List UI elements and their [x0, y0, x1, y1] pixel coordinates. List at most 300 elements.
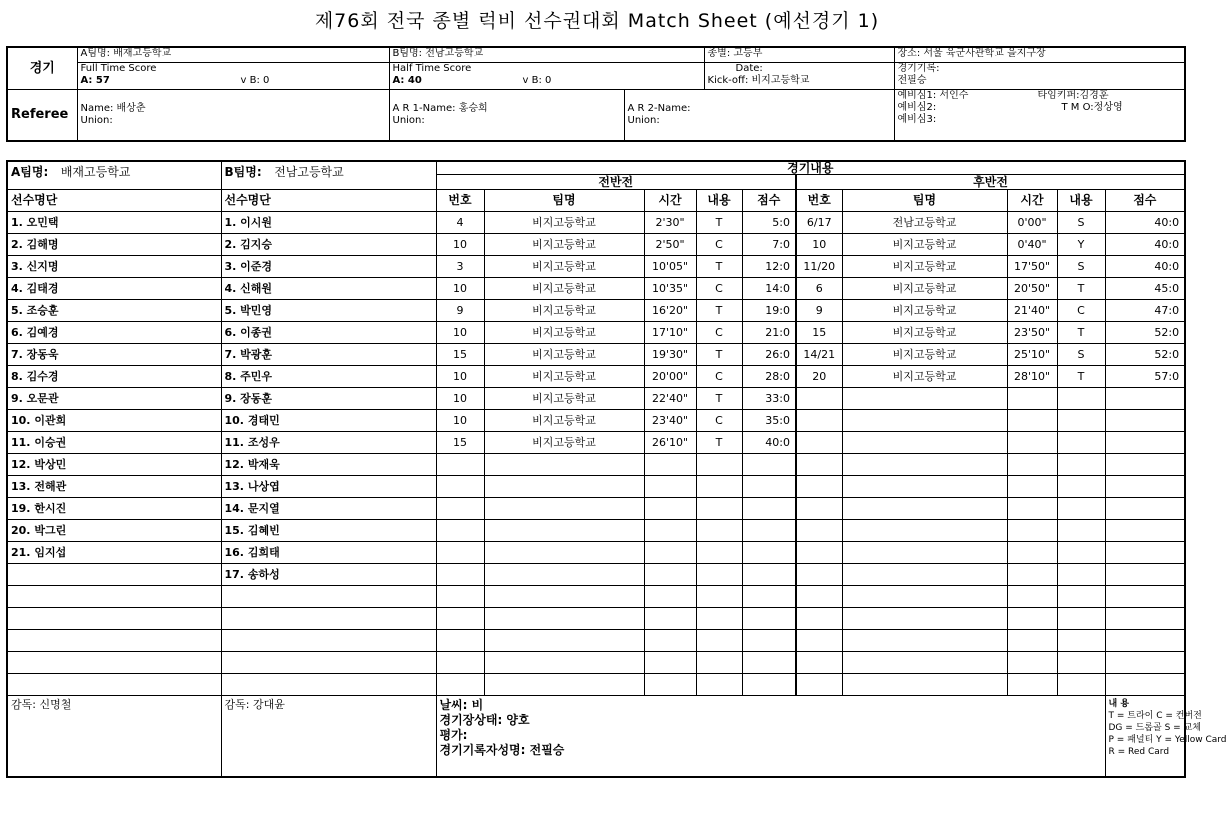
- first-half-event-score: [742, 674, 796, 696]
- kickoff: Kick-off: 비지고등학교: [707, 75, 810, 86]
- a-player: 10. 이관희: [7, 410, 221, 432]
- legend-title: 내 용: [1108, 699, 1130, 709]
- first-half-event-team: 비지고등학교: [484, 234, 644, 256]
- first-half-event-team: [484, 542, 644, 564]
- second-half-event-score: [1105, 630, 1185, 652]
- table-row: [7, 432, 1185, 454]
- b-roster-header: 선수명단: [221, 190, 436, 212]
- second-half-event-team: [842, 476, 1007, 498]
- second-half-event-no: 10: [796, 234, 842, 256]
- referee-info: [77, 90, 389, 142]
- a-player: 6. 김예경: [7, 322, 221, 344]
- first-half-event-team: [484, 652, 644, 674]
- first-half-event-time: [644, 476, 696, 498]
- legend-item: T = 트라이 C = 컨버전: [1108, 711, 1202, 721]
- b-player: 11. 조성우: [221, 432, 436, 454]
- a-player: 2. 김해명: [7, 234, 221, 256]
- second-half-event-score: 40:0: [1105, 256, 1185, 278]
- game-record: [894, 63, 1185, 90]
- first-half-event-time: 23'40": [644, 410, 696, 432]
- table-row: [7, 322, 1185, 344]
- second-half-event-team: 비지고등학교: [842, 344, 1007, 366]
- first-half-event-time: [644, 630, 696, 652]
- col-team-2: 팀명: [842, 190, 1007, 212]
- second-half-event-time: [1007, 586, 1057, 608]
- first-half-event-time: 17'10": [644, 322, 696, 344]
- second-half-event-no: 6: [796, 278, 842, 300]
- second-half-event-score: [1105, 652, 1185, 674]
- page-title: 제76회 전국 종별 럭비 선수권대회 Match Sheet (예선경기 1): [314, 10, 880, 32]
- half-time-label: Half Time Score: [392, 63, 472, 74]
- first-half-event-score: [742, 608, 796, 630]
- a-player: [7, 630, 221, 652]
- match-notes: [436, 696, 1105, 778]
- first-half-event-content: C: [696, 234, 742, 256]
- date-label: Date:: [735, 63, 763, 74]
- second-half-event-time: 25'10": [1007, 344, 1057, 366]
- record-label: 경기기록:: [897, 63, 940, 74]
- first-half-event-time: [644, 564, 696, 586]
- a-player: 1. 오민택: [7, 212, 221, 234]
- first-half-event-team: 비지고등학교: [484, 410, 644, 432]
- b-player: [221, 674, 436, 696]
- second-half-event-content: T: [1057, 366, 1105, 388]
- table-row: [7, 542, 1185, 564]
- table-row: [7, 234, 1185, 256]
- a-team-name: A팀명: 배재고등학교: [77, 47, 389, 63]
- first-half-event-time: 16'20": [644, 300, 696, 322]
- table-row: [7, 454, 1185, 476]
- a-player: [7, 652, 221, 674]
- first-half-event-score: [742, 586, 796, 608]
- first-half-event-time: [644, 498, 696, 520]
- full-time-a: A: 57: [80, 75, 110, 86]
- ar1-union: Union:: [392, 115, 425, 126]
- first-half-event-no: 15: [436, 344, 484, 366]
- a-player: 19. 한시진: [7, 498, 221, 520]
- first-half-event-no: 10: [436, 322, 484, 344]
- first-half-event-no: 15: [436, 432, 484, 454]
- first-half-event-score: 5:0: [742, 212, 796, 234]
- first-half-event-content: [696, 652, 742, 674]
- b-team-label: B팀명:: [224, 165, 262, 179]
- second-half-event-time: [1007, 432, 1057, 454]
- second-half-event-no: [796, 652, 842, 674]
- first-half-event-no: 10: [436, 234, 484, 256]
- col-score-2: 점수: [1105, 190, 1185, 212]
- first-half-event-team: [484, 454, 644, 476]
- first-half-event-time: [644, 520, 696, 542]
- second-half-event-content: [1057, 630, 1105, 652]
- table-row: [7, 608, 1185, 630]
- second-half-event-team: [842, 630, 1007, 652]
- a-player: 20. 박그린: [7, 520, 221, 542]
- table-row: [7, 388, 1185, 410]
- evaluation: 평가:: [439, 728, 468, 742]
- first-half-event-content: T: [696, 344, 742, 366]
- col-no-2: 번호: [796, 190, 842, 212]
- a-player: 12. 박상민: [7, 454, 221, 476]
- half-time-a: A: 40: [392, 75, 422, 86]
- referee-name: Name: 배상춘: [80, 103, 146, 114]
- second-half-event-no: [796, 410, 842, 432]
- second-half-event-no: 14/21: [796, 344, 842, 366]
- second-half-event-team: 비지고등학교: [842, 322, 1007, 344]
- reserve2: 예비심2:: [897, 102, 937, 113]
- first-half-event-team: 비지고등학교: [484, 366, 644, 388]
- second-half-event-time: [1007, 410, 1057, 432]
- field-condition: 경기장상태: 양호: [439, 713, 530, 727]
- first-half-event-content: [696, 674, 742, 696]
- first-half-event-score: 26:0: [742, 344, 796, 366]
- first-half-event-team: 비지고등학교: [484, 322, 644, 344]
- first-half-event-team: [484, 608, 644, 630]
- second-half-event-time: [1007, 388, 1057, 410]
- first-half-header: 전반전: [436, 175, 796, 190]
- first-half-event-team: 비지고등학교: [484, 344, 644, 366]
- second-half-event-team: [842, 388, 1007, 410]
- a-player: 4. 김태경: [7, 278, 221, 300]
- b-player: 2. 김지승: [221, 234, 436, 256]
- second-half-event-team: [842, 454, 1007, 476]
- a-player: 3. 신지명: [7, 256, 221, 278]
- a-coach: 감독: 신명철: [7, 696, 221, 778]
- second-half-event-team: 비지고등학교: [842, 278, 1007, 300]
- first-half-event-score: [742, 520, 796, 542]
- timekeeper: 타임키퍼:김경훈: [1037, 90, 1109, 101]
- second-half-event-content: S: [1057, 256, 1105, 278]
- first-half-event-content: T: [696, 388, 742, 410]
- second-half-event-content: T: [1057, 322, 1105, 344]
- first-half-event-time: 10'35": [644, 278, 696, 300]
- second-half-event-content: [1057, 586, 1105, 608]
- first-half-event-content: C: [696, 322, 742, 344]
- first-half-event-score: [742, 542, 796, 564]
- first-half-event-no: 10: [436, 410, 484, 432]
- b-player: 1. 이시원: [221, 212, 436, 234]
- second-half-event-no: [796, 586, 842, 608]
- full-time-score: [77, 63, 389, 90]
- first-half-event-content: [696, 630, 742, 652]
- second-half-event-score: 57:0: [1105, 366, 1185, 388]
- second-half-event-no: 11/20: [796, 256, 842, 278]
- second-half-event-content: [1057, 652, 1105, 674]
- first-half-event-team: [484, 674, 644, 696]
- b-player: 9. 장동훈: [221, 388, 436, 410]
- first-half-event-time: [644, 674, 696, 696]
- referee-label: Referee: [7, 90, 77, 142]
- half-time-score: [389, 63, 704, 90]
- second-half-event-score: [1105, 542, 1185, 564]
- first-half-event-no: 4: [436, 212, 484, 234]
- ar2-info: [624, 90, 894, 142]
- second-half-event-time: 0'40": [1007, 234, 1057, 256]
- second-half-event-time: [1007, 498, 1057, 520]
- match-info-table: [6, 46, 1186, 142]
- first-half-event-time: 2'50": [644, 234, 696, 256]
- referee-union: Union:: [80, 115, 113, 126]
- table-row: [7, 564, 1185, 586]
- b-player: 10. 경태민: [221, 410, 436, 432]
- a-player: [7, 586, 221, 608]
- b-player: [221, 586, 436, 608]
- b-player: [221, 608, 436, 630]
- b-player: 12. 박재욱: [221, 454, 436, 476]
- reserve1: 예비심1: 서인수: [897, 90, 969, 101]
- first-half-event-time: [644, 608, 696, 630]
- b-player: 8. 주민우: [221, 366, 436, 388]
- second-half-event-score: 47:0: [1105, 300, 1185, 322]
- second-half-event-score: [1105, 564, 1185, 586]
- second-half-event-team: 비지고등학교: [842, 256, 1007, 278]
- b-player: 4. 신해원: [221, 278, 436, 300]
- b-player: 15. 김혜빈: [221, 520, 436, 542]
- second-half-event-content: S: [1057, 344, 1105, 366]
- first-half-event-content: [696, 542, 742, 564]
- first-half-event-content: [696, 586, 742, 608]
- first-half-event-content: T: [696, 256, 742, 278]
- first-half-event-content: [696, 520, 742, 542]
- a-player: 13. 전해관: [7, 476, 221, 498]
- second-half-event-no: [796, 498, 842, 520]
- col-content-1: 내용: [696, 190, 742, 212]
- b-player: 7. 박광훈: [221, 344, 436, 366]
- first-half-event-no: [436, 454, 484, 476]
- second-half-event-team: 비지고등학교: [842, 300, 1007, 322]
- first-half-event-team: [484, 520, 644, 542]
- second-half-event-score: [1105, 388, 1185, 410]
- recorder: 경기기록자성명: 전필승: [439, 743, 565, 757]
- table-row: [7, 212, 1185, 234]
- a-team-name-cell: 배재고등학교: [60, 165, 131, 179]
- first-half-event-score: [742, 498, 796, 520]
- b-team-name: B팀명: 전남고등학교: [389, 47, 704, 63]
- first-half-event-team: [484, 564, 644, 586]
- b-team-header: [221, 161, 436, 190]
- second-half-event-no: [796, 608, 842, 630]
- second-half-event-content: [1057, 498, 1105, 520]
- second-half-event-score: 40:0: [1105, 234, 1185, 256]
- first-half-event-team: 비지고등학교: [484, 256, 644, 278]
- record-name: 전필승: [897, 75, 927, 86]
- table-row: [7, 344, 1185, 366]
- b-team-name-cell: 전남고등학교: [274, 165, 344, 179]
- a-player: 9. 오문관: [7, 388, 221, 410]
- second-half-event-score: 40:0: [1105, 212, 1185, 234]
- second-half-event-team: 비지고등학교: [842, 366, 1007, 388]
- first-half-event-no: [436, 674, 484, 696]
- officials-info: [894, 90, 1185, 142]
- player-event-rows: [7, 212, 1185, 696]
- second-half-event-time: [1007, 476, 1057, 498]
- first-half-event-score: [742, 476, 796, 498]
- first-half-event-time: 2'30": [644, 212, 696, 234]
- first-half-event-team: 비지고등학교: [484, 300, 644, 322]
- second-half-event-time: [1007, 674, 1057, 696]
- second-half-event-no: [796, 630, 842, 652]
- b-player: 16. 김희태: [221, 542, 436, 564]
- table-row: [7, 256, 1185, 278]
- second-half-event-team: [842, 608, 1007, 630]
- second-half-event-no: [796, 674, 842, 696]
- second-half-event-no: 20: [796, 366, 842, 388]
- first-half-event-score: 40:0: [742, 432, 796, 454]
- first-half-event-time: [644, 454, 696, 476]
- second-half-event-time: 0'00": [1007, 212, 1057, 234]
- second-half-event-time: 17'50": [1007, 256, 1057, 278]
- second-half-event-time: [1007, 630, 1057, 652]
- first-half-event-no: 10: [436, 278, 484, 300]
- first-half-event-content: [696, 498, 742, 520]
- second-half-event-team: 비지고등학교: [842, 234, 1007, 256]
- half-time-b: v B: 0: [522, 75, 552, 86]
- b-player: [221, 652, 436, 674]
- second-half-event-score: 52:0: [1105, 344, 1185, 366]
- second-half-event-time: 23'50": [1007, 322, 1057, 344]
- first-half-event-team: 비지고등학교: [484, 212, 644, 234]
- second-half-event-content: [1057, 476, 1105, 498]
- first-half-event-team: [484, 476, 644, 498]
- second-half-event-team: [842, 498, 1007, 520]
- first-half-event-no: 3: [436, 256, 484, 278]
- second-half-event-no: [796, 432, 842, 454]
- second-half-event-score: [1105, 498, 1185, 520]
- second-half-event-content: [1057, 542, 1105, 564]
- ar2-union: Union:: [627, 115, 660, 126]
- b-coach: 감독: 강대윤: [221, 696, 436, 778]
- second-half-event-team: [842, 652, 1007, 674]
- col-time-1: 시간: [644, 190, 696, 212]
- second-half-event-score: [1105, 410, 1185, 432]
- second-half-event-content: [1057, 520, 1105, 542]
- first-half-event-time: 20'00": [644, 366, 696, 388]
- full-time-label: Full Time Score: [80, 63, 157, 74]
- second-half-event-team: [842, 674, 1007, 696]
- second-half-event-time: 21'40": [1007, 300, 1057, 322]
- ar2-name: A R 2-Name:: [627, 103, 691, 114]
- b-player: 6. 이종권: [221, 322, 436, 344]
- table-row: [7, 586, 1185, 608]
- second-half-event-score: [1105, 476, 1185, 498]
- first-half-event-score: 21:0: [742, 322, 796, 344]
- first-half-event-team: 비지고등학교: [484, 278, 644, 300]
- b-player: 5. 박민영: [221, 300, 436, 322]
- table-row: [7, 520, 1185, 542]
- second-half-event-no: 15: [796, 322, 842, 344]
- reserve3: 예비심3:: [897, 114, 937, 125]
- category: 종별: 고등부: [704, 47, 894, 63]
- game-label: 경기: [7, 47, 77, 90]
- first-half-event-content: T: [696, 212, 742, 234]
- first-half-event-content: C: [696, 410, 742, 432]
- first-half-event-score: [742, 454, 796, 476]
- first-half-event-score: 28:0: [742, 366, 796, 388]
- second-half-event-team: 전남고등학교: [842, 212, 1007, 234]
- date-kickoff: [704, 63, 894, 90]
- first-half-event-content: [696, 454, 742, 476]
- table-row: [7, 476, 1185, 498]
- second-half-event-content: [1057, 388, 1105, 410]
- first-half-event-score: [742, 564, 796, 586]
- first-half-event-team: 비지고등학교: [484, 432, 644, 454]
- first-half-event-team: 비지고등학교: [484, 388, 644, 410]
- col-score-1: 점수: [742, 190, 796, 212]
- second-half-event-team: [842, 542, 1007, 564]
- second-half-event-score: 45:0: [1105, 278, 1185, 300]
- first-half-event-no: [436, 542, 484, 564]
- b-player: 14. 문지열: [221, 498, 436, 520]
- full-time-b: v B: 0: [240, 75, 270, 86]
- first-half-event-no: [436, 630, 484, 652]
- first-half-event-score: 35:0: [742, 410, 796, 432]
- first-half-event-time: [644, 542, 696, 564]
- first-half-event-team: [484, 586, 644, 608]
- first-half-event-time: [644, 586, 696, 608]
- a-team-header: [7, 161, 221, 190]
- legend-item: P = 패널티 Y = Yellow Card: [1108, 735, 1227, 745]
- first-half-event-score: 19:0: [742, 300, 796, 322]
- b-player: 17. 송하성: [221, 564, 436, 586]
- second-half-event-score: [1105, 608, 1185, 630]
- second-half-event-score: 52:0: [1105, 322, 1185, 344]
- tmo: T M O:정상영: [1061, 102, 1123, 113]
- a-team-label: A팀명:: [11, 165, 49, 179]
- venue: 장소: 서울 육군사관학교 을지구장: [894, 47, 1185, 63]
- second-half-event-score: [1105, 520, 1185, 542]
- first-half-event-no: 10: [436, 366, 484, 388]
- a-player: [7, 608, 221, 630]
- first-half-event-score: 33:0: [742, 388, 796, 410]
- a-player: 21. 임지섭: [7, 542, 221, 564]
- second-half-event-team: [842, 432, 1007, 454]
- a-player: 11. 이승권: [7, 432, 221, 454]
- a-player: 5. 조승훈: [7, 300, 221, 322]
- second-half-event-content: [1057, 410, 1105, 432]
- second-half-event-time: [1007, 454, 1057, 476]
- first-half-event-score: 14:0: [742, 278, 796, 300]
- first-half-event-content: C: [696, 366, 742, 388]
- b-player: 13. 나상엽: [221, 476, 436, 498]
- first-half-event-content: [696, 564, 742, 586]
- first-half-event-score: 7:0: [742, 234, 796, 256]
- table-row: [7, 278, 1185, 300]
- second-half-event-time: [1007, 652, 1057, 674]
- second-half-event-score: [1105, 432, 1185, 454]
- second-half-event-no: [796, 388, 842, 410]
- second-half-event-content: [1057, 432, 1105, 454]
- a-player: 7. 장동욱: [7, 344, 221, 366]
- a-player: 8. 김수경: [7, 366, 221, 388]
- second-half-event-team: [842, 520, 1007, 542]
- first-half-event-no: [436, 652, 484, 674]
- first-half-event-score: 12:0: [742, 256, 796, 278]
- first-half-event-time: 22'40": [644, 388, 696, 410]
- second-half-event-team: [842, 410, 1007, 432]
- first-half-event-no: 9: [436, 300, 484, 322]
- second-half-event-content: [1057, 454, 1105, 476]
- first-half-event-no: [436, 476, 484, 498]
- first-half-event-time: 26'10": [644, 432, 696, 454]
- col-content-2: 내용: [1057, 190, 1105, 212]
- second-half-event-content: [1057, 564, 1105, 586]
- table-row: [7, 498, 1185, 520]
- b-player: [221, 630, 436, 652]
- a-player: [7, 564, 221, 586]
- second-half-event-no: [796, 520, 842, 542]
- second-half-event-score: [1105, 674, 1185, 696]
- second-half-event-time: [1007, 520, 1057, 542]
- match-detail-table: [6, 160, 1227, 778]
